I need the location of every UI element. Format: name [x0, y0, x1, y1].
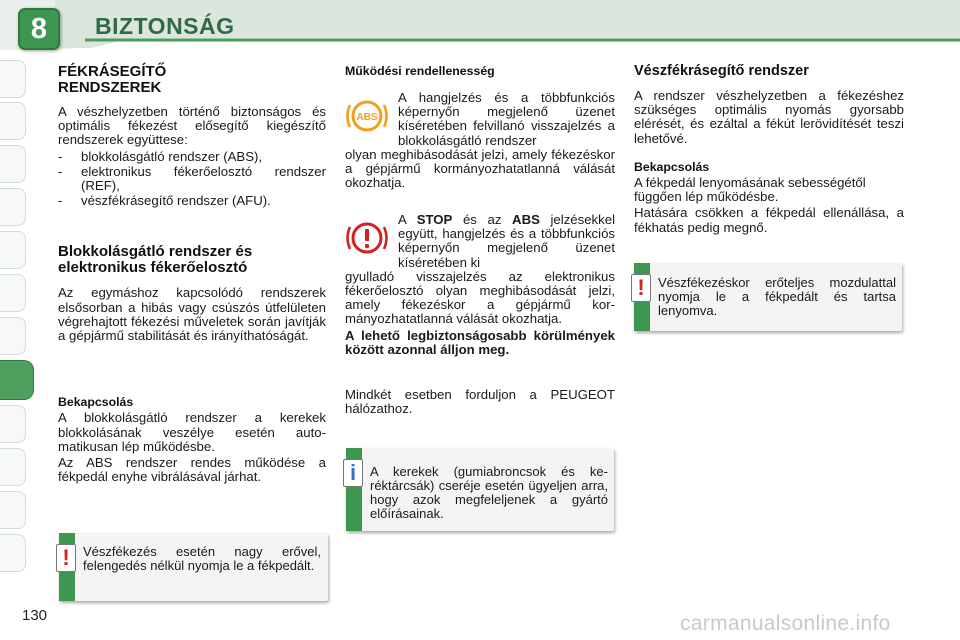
section-title-abs-ref: Blokkolásgátló rendszer és elektronikus fékerőelosztó	[58, 243, 253, 277]
right-activation-paragraph-2: Hatására csökken a fékpedál ellenállása, a fékhatás pedig megnő.	[634, 205, 904, 235]
side-tab-5[interactable]	[0, 231, 26, 269]
warning-note-text: Vészfékezés esetén nagy erővel, felengedés nélkül nyomja le a fékpedált.	[83, 544, 321, 573]
abs-icon-label: ABS	[356, 112, 378, 123]
stop-malfunction-text: A STOP és az ABS jelzésekkel együtt, hangjelzés és a többfunkciós képernyőn megjelenő üzenet kíséretében ki gyulladó visszajelzés az elektronikus fékerőelosztó olyan meghibásodását jelzi, amely fékezéskor a gépjármű kormányozhatatlanná válását okozhatja. A lehető legbiztonságosabb körülmények között azonnal álljon meg.	[345, 212, 616, 357]
list-item: - vészfékrásegítő rendszer (AFU).	[58, 193, 271, 209]
side-tab-active[interactable]	[0, 360, 34, 400]
side-tab-11[interactable]	[0, 491, 26, 529]
warning-note-text: Vészfékezéskor erőteljes mozdulattal nyomja le a fékpedált és tartsa lenyomva.	[658, 275, 896, 318]
malfunction-heading: Működési rendellenesség	[345, 64, 495, 78]
page-number: 130	[22, 607, 48, 624]
left-column	[58, 64, 326, 484]
stop-immediately-text: A lehető legbiztonságosabb körülmények között azonnal álljon meg.	[345, 327, 615, 357]
info-note	[346, 448, 614, 531]
side-tab-1[interactable]	[0, 60, 26, 98]
warning-note-right	[634, 263, 902, 331]
warning-note-left	[59, 533, 328, 601]
activation-paragraph-2: Az ABS rendszer rendes működése a fékpedál enyhe vibrálásával járhat.	[58, 455, 326, 485]
side-tab-12[interactable]	[0, 534, 26, 572]
right-column	[634, 63, 904, 235]
list-item: - blokkolásgátló rendszer (ABS),	[58, 148, 263, 164]
side-tab-2[interactable]	[0, 102, 26, 140]
warning-icon: !	[56, 544, 76, 572]
warning-icon: !	[631, 274, 651, 302]
list-item: - elektronikus fékerőelosztó rendszer (REF),	[58, 163, 326, 194]
chapter-title: BIZTONSÁG	[95, 13, 235, 39]
peugeot-network-text: Mindkét esetben forduljon a PEUGEOT hálózathoz.	[345, 387, 615, 417]
side-tab-7[interactable]	[0, 317, 26, 355]
side-tab-10[interactable]	[0, 448, 26, 486]
abs-label: ABS	[512, 212, 540, 227]
emergency-brake-assist-title: Vészfékrásegítő rendszer	[634, 63, 809, 79]
right-activation-paragraph-1: A fékpedál lenyomásának sebességétől függően lép működésbe.	[634, 175, 866, 205]
right-activation-heading: Bekapcsolás	[634, 159, 710, 174]
activation-heading: Bekapcsolás	[58, 395, 134, 410]
chapter-badge	[18, 8, 60, 50]
activation-paragraph-1: A blokkolásgátló rendszer a kerekek blokkolásának veszélye esetén automatikusan lép működésbe.	[58, 410, 326, 454]
section-title-brake-systems: FÉKRÁSEGÍTŐ RENDSZEREK	[58, 63, 167, 96]
intro-paragraph: A vészhelyzetben történő biztonságos és optimális fékezést elősegítő kiegészítő rendszerek együttese:	[58, 104, 326, 148]
info-note-text: A kerekek (gumiabroncsok és keréktárcsák) cseréje esetén ügyeljen arra, hogy azok megfeleljenek a gyártó előírásainak.	[370, 464, 608, 521]
abs-malfunction-text: A hangjelzés és a többfunkciós képernyőn megjelenő üzenet kíséretében felvillanó visszajelzés a blokkolásgátló rendszer olyan meghibásodását jelzi, amely fékezéskor a gépjármű kormányozhatatlanná válását okozhatja.	[345, 90, 615, 191]
watermark: carmanualsonline.info	[680, 612, 891, 635]
side-tab-6[interactable]	[0, 274, 26, 312]
system-list	[58, 150, 326, 209]
chapter-number: 8	[30, 13, 48, 45]
info-icon: i	[343, 459, 363, 487]
stop-label: STOP	[416, 212, 453, 227]
side-tab-9[interactable]	[0, 405, 26, 443]
emergency-brake-paragraph: A rendszer vészhelyzetben a fékezéshez szükséges optimális nyomás gyorsabb elérését, és ezáltal a fékút lerövidítését teszi lehetővé.	[634, 88, 904, 146]
abs-ref-paragraph: Az egymáshoz kapcsolódó rendszerek elsősorban a hibás vagy csúszós útfelületen végrehajtott fékezési műveletek során javítják a gépjármű stabilitását és irányíthatóságát.	[58, 285, 326, 344]
side-tab-4[interactable]	[0, 188, 26, 226]
side-tab-3[interactable]	[0, 145, 26, 183]
